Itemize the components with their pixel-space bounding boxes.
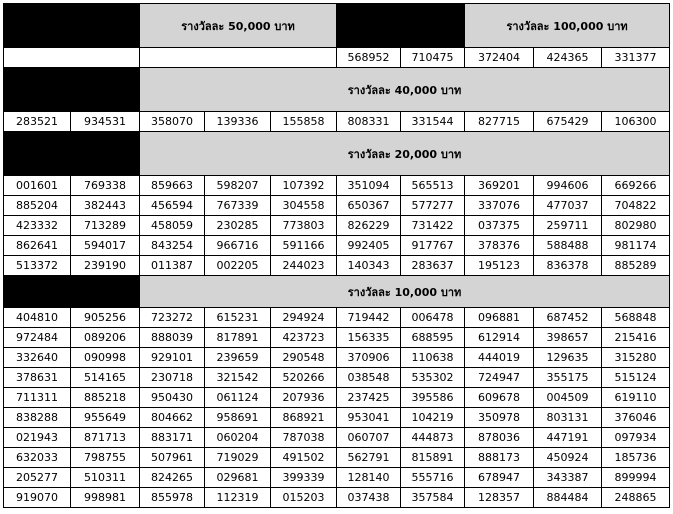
sec5-number-row	[4, 348, 670, 368]
prize-number: 283637	[401, 256, 465, 276]
prize-number: 769338	[71, 176, 140, 196]
prize-number: 731422	[401, 216, 465, 236]
prize5-amount: รางวัลละ 10,000 บาท	[140, 276, 670, 308]
prize-number: 112319	[205, 488, 271, 508]
prize-number: 332640	[4, 348, 71, 368]
prize-number: 929101	[140, 348, 205, 368]
prize-number: 669266	[602, 176, 670, 196]
prize-number: 423332	[4, 216, 71, 236]
prize-number: 804662	[140, 408, 205, 428]
prize-number: 577277	[401, 196, 465, 216]
prize-number: 724947	[465, 368, 534, 388]
prize-number: 510311	[71, 468, 140, 488]
prize-number: 011387	[140, 256, 205, 276]
prize-number: 994606	[534, 176, 602, 196]
prize-number: 021943	[4, 428, 71, 448]
prize-number: 555716	[401, 468, 465, 488]
prize-number: 424365	[534, 48, 602, 68]
prize5-header-row	[4, 276, 670, 308]
prize-number: 283521	[4, 112, 71, 132]
sec4-number-row	[4, 176, 670, 196]
prize-number: 710475	[401, 48, 465, 68]
prize-number: 230285	[205, 216, 271, 236]
prize-number: 885204	[4, 196, 71, 216]
prize-number: 038548	[337, 368, 401, 388]
prize-number: 609678	[465, 388, 534, 408]
prize-number: 767339	[205, 196, 271, 216]
prize-number: 447191	[534, 428, 602, 448]
prize-number: 950430	[140, 388, 205, 408]
prize-number: 477037	[534, 196, 602, 216]
prize-number: 719029	[205, 448, 271, 468]
prize-number: 859663	[140, 176, 205, 196]
prize-number: 535302	[401, 368, 465, 388]
prize-number: 104219	[401, 408, 465, 428]
prize3-number-row	[4, 112, 670, 132]
prize-number: 001601	[4, 176, 71, 196]
prize-number: 195123	[465, 256, 534, 276]
prize-number: 060204	[205, 428, 271, 448]
prize-number: 404810	[4, 308, 71, 328]
prize-number: 207936	[271, 388, 337, 408]
sec5-number-row	[4, 468, 670, 488]
prize-number: 351094	[337, 176, 401, 196]
prize-number: 237425	[337, 388, 401, 408]
prize-number: 372404	[465, 48, 534, 68]
prize-number: 885218	[71, 388, 140, 408]
prize1-prize2-header-row	[4, 4, 670, 48]
sec4-number-row	[4, 236, 670, 256]
prize-number: 899994	[602, 468, 670, 488]
prize1-adjacent-amount: รางวัลละ 50,000 บาท	[140, 4, 337, 48]
prize1-adjacent-empty-cell	[4, 48, 140, 68]
prize-number: 803131	[534, 408, 602, 428]
prize-number: 704822	[602, 196, 670, 216]
prize-number: 294924	[271, 308, 337, 328]
prize-number: 972484	[4, 328, 71, 348]
prize-number: 650367	[337, 196, 401, 216]
prize-number: 370906	[337, 348, 401, 368]
prize1-adjacent-label: รางวัลข้างเคียง รางวัลที่1	[4, 4, 140, 48]
prize-number: 905256	[71, 308, 140, 328]
prize-number: 376046	[602, 408, 670, 428]
sec5-number-row	[4, 448, 670, 468]
prize-number: 089206	[71, 328, 140, 348]
prize-number: 568848	[602, 308, 670, 328]
prize-number: 884484	[534, 488, 602, 508]
prize-number: 444873	[401, 428, 465, 448]
prize-number: 878036	[465, 428, 534, 448]
prize-number: 855978	[140, 488, 205, 508]
prize-number: 615231	[205, 308, 271, 328]
prize-number: 369201	[465, 176, 534, 196]
prize-number: 259711	[534, 216, 602, 236]
prize-number: 140343	[337, 256, 401, 276]
prize-number: 798755	[71, 448, 140, 468]
prize-number: 888173	[465, 448, 534, 468]
prize-number: 981174	[602, 236, 670, 256]
prize-number: 515124	[602, 368, 670, 388]
prize-number: 719442	[337, 308, 401, 328]
prize-number: 395586	[401, 388, 465, 408]
prize-number: 824265	[140, 468, 205, 488]
sec5-number-row	[4, 408, 670, 428]
prize-number: 004509	[534, 388, 602, 408]
prize-number: 290548	[271, 348, 337, 368]
prize5-label: สลากกินแบ่งรัฐบาล รางวัลที่5	[4, 276, 140, 308]
prize-number: 966716	[205, 236, 271, 256]
prize-number: 350978	[465, 408, 534, 428]
sec4-number-row	[4, 196, 670, 216]
prize-number: 491502	[271, 448, 337, 468]
prize-number: 110638	[401, 348, 465, 368]
prize-number: 588488	[534, 236, 602, 256]
prize-number: 337076	[465, 196, 534, 216]
prize-number: 802980	[602, 216, 670, 236]
prize-number: 315280	[602, 348, 670, 368]
prize-number: 826229	[337, 216, 401, 236]
prize-number: 675429	[534, 112, 602, 132]
prize-number: 955649	[71, 408, 140, 428]
prize-number: 444019	[465, 348, 534, 368]
prize1-prize2-number-row	[4, 48, 670, 68]
prize-number: 815891	[401, 448, 465, 468]
sec5-number-row	[4, 328, 670, 348]
prize-number: 244023	[271, 256, 337, 276]
prize-number: 687452	[534, 308, 602, 328]
prize-number: 106300	[602, 112, 670, 132]
prize-number: 139336	[205, 112, 271, 132]
prize-number: 723272	[140, 308, 205, 328]
prize-number: 591166	[271, 236, 337, 256]
prize-number: 862641	[4, 236, 71, 256]
prize-number: 129635	[534, 348, 602, 368]
prize-number: 239190	[71, 256, 140, 276]
prize-number: 594017	[71, 236, 140, 256]
prize-number: 239659	[205, 348, 271, 368]
prize-number: 358070	[140, 112, 205, 132]
prize-number: 029681	[205, 468, 271, 488]
sec5-number-row	[4, 308, 670, 328]
prize-number: 612914	[465, 328, 534, 348]
prize-number: 185736	[602, 448, 670, 468]
prize-number: 565513	[401, 176, 465, 196]
prize4-label: ตรวจสลากกินแบ่ง รัฐบาล รางวัลที่4	[4, 132, 140, 176]
prize-number: 514165	[71, 368, 140, 388]
prize-number: 917767	[401, 236, 465, 256]
prize-number: 096881	[465, 308, 534, 328]
prize-number: 097934	[602, 428, 670, 448]
prize-number: 998981	[71, 488, 140, 508]
prize-number: 061124	[205, 388, 271, 408]
prize-number: 958691	[205, 408, 271, 428]
prize-number: 357584	[401, 488, 465, 508]
prize-number: 230718	[140, 368, 205, 388]
prize-number: 423723	[271, 328, 337, 348]
prize-number: 382443	[71, 196, 140, 216]
prize-number: 827715	[465, 112, 534, 132]
prize-number: 598207	[205, 176, 271, 196]
prize-number: 934531	[71, 112, 140, 132]
prize-number: 378376	[465, 236, 534, 256]
prize-number: 155858	[271, 112, 337, 132]
prize-number: 343387	[534, 468, 602, 488]
prize4-amount: รางวัลละ 20,000 บาท	[140, 132, 670, 176]
prize-number: 836378	[534, 256, 602, 276]
prize-number: 871713	[71, 428, 140, 448]
sec4-number-row	[4, 256, 670, 276]
prize-number: 953041	[337, 408, 401, 428]
prize-number: 568952	[337, 48, 401, 68]
prize-number: 678947	[465, 468, 534, 488]
prize-number: 006478	[401, 308, 465, 328]
prize-number: 378631	[4, 368, 71, 388]
prize-number: 507961	[140, 448, 205, 468]
prize-number: 619110	[602, 388, 670, 408]
prize-number: 458059	[140, 216, 205, 236]
prize-number: 883171	[140, 428, 205, 448]
prize-number: 060707	[337, 428, 401, 448]
prize-number: 513372	[4, 256, 71, 276]
prize-number: 787038	[271, 428, 337, 448]
sec5-number-row	[4, 488, 670, 508]
prize-number: 331544	[401, 112, 465, 132]
prize-number: 885289	[602, 256, 670, 276]
prize-number: 868921	[271, 408, 337, 428]
prize-number: 304558	[271, 196, 337, 216]
prize2-label: ตรวจสลากกินแบ่ง รัฐบาล รางวัลที่2	[337, 4, 465, 48]
prize-number: 919070	[4, 488, 71, 508]
prize-number: 450924	[534, 448, 602, 468]
sec4-number-row	[4, 216, 670, 236]
prize-number: 107392	[271, 176, 337, 196]
sec5-number-row	[4, 368, 670, 388]
prize-number: 688595	[401, 328, 465, 348]
prize-number: 992405	[337, 236, 401, 256]
prize-number: 002205	[205, 256, 271, 276]
prize-number: 128357	[465, 488, 534, 508]
prize1-adjacent-empty-cell	[140, 48, 337, 68]
prize-number: 888039	[140, 328, 205, 348]
prize-number: 632033	[4, 448, 71, 468]
prize-number: 156335	[337, 328, 401, 348]
prize-number: 205277	[4, 468, 71, 488]
prize-number: 248865	[602, 488, 670, 508]
prize-number: 015203	[271, 488, 337, 508]
prize3-amount: รางวัลละ 40,000 บาท	[140, 68, 670, 112]
prize-number: 398657	[534, 328, 602, 348]
prize3-label: ตรวจสลากกินแบ่ง รัฐบาล รางวัลที่3	[4, 68, 140, 112]
prize-number: 331377	[602, 48, 670, 68]
prize-number: 817891	[205, 328, 271, 348]
prize-number: 321542	[205, 368, 271, 388]
prize-number: 128140	[337, 468, 401, 488]
prize-number: 808331	[337, 112, 401, 132]
sec5-number-row	[4, 388, 670, 408]
prize3-header-row	[4, 68, 670, 112]
prize4-header-row	[4, 132, 670, 176]
prize-number: 090998	[71, 348, 140, 368]
prize-number: 037375	[465, 216, 534, 236]
prize-number: 456594	[140, 196, 205, 216]
prize-number: 355175	[534, 368, 602, 388]
prize-number: 843254	[140, 236, 205, 256]
prize-number: 520266	[271, 368, 337, 388]
prize-number: 713289	[71, 216, 140, 236]
prize-number: 711311	[4, 388, 71, 408]
prize-number: 773803	[271, 216, 337, 236]
lottery-results-table	[3, 3, 670, 508]
sec5-number-row	[4, 428, 670, 448]
prize-number: 215416	[602, 328, 670, 348]
prize-number: 037438	[337, 488, 401, 508]
prize-number: 399339	[271, 468, 337, 488]
prize-number: 562791	[337, 448, 401, 468]
prize2-amount: รางวัลละ 100,000 บาท	[465, 4, 670, 48]
prize-number: 838288	[4, 408, 71, 428]
